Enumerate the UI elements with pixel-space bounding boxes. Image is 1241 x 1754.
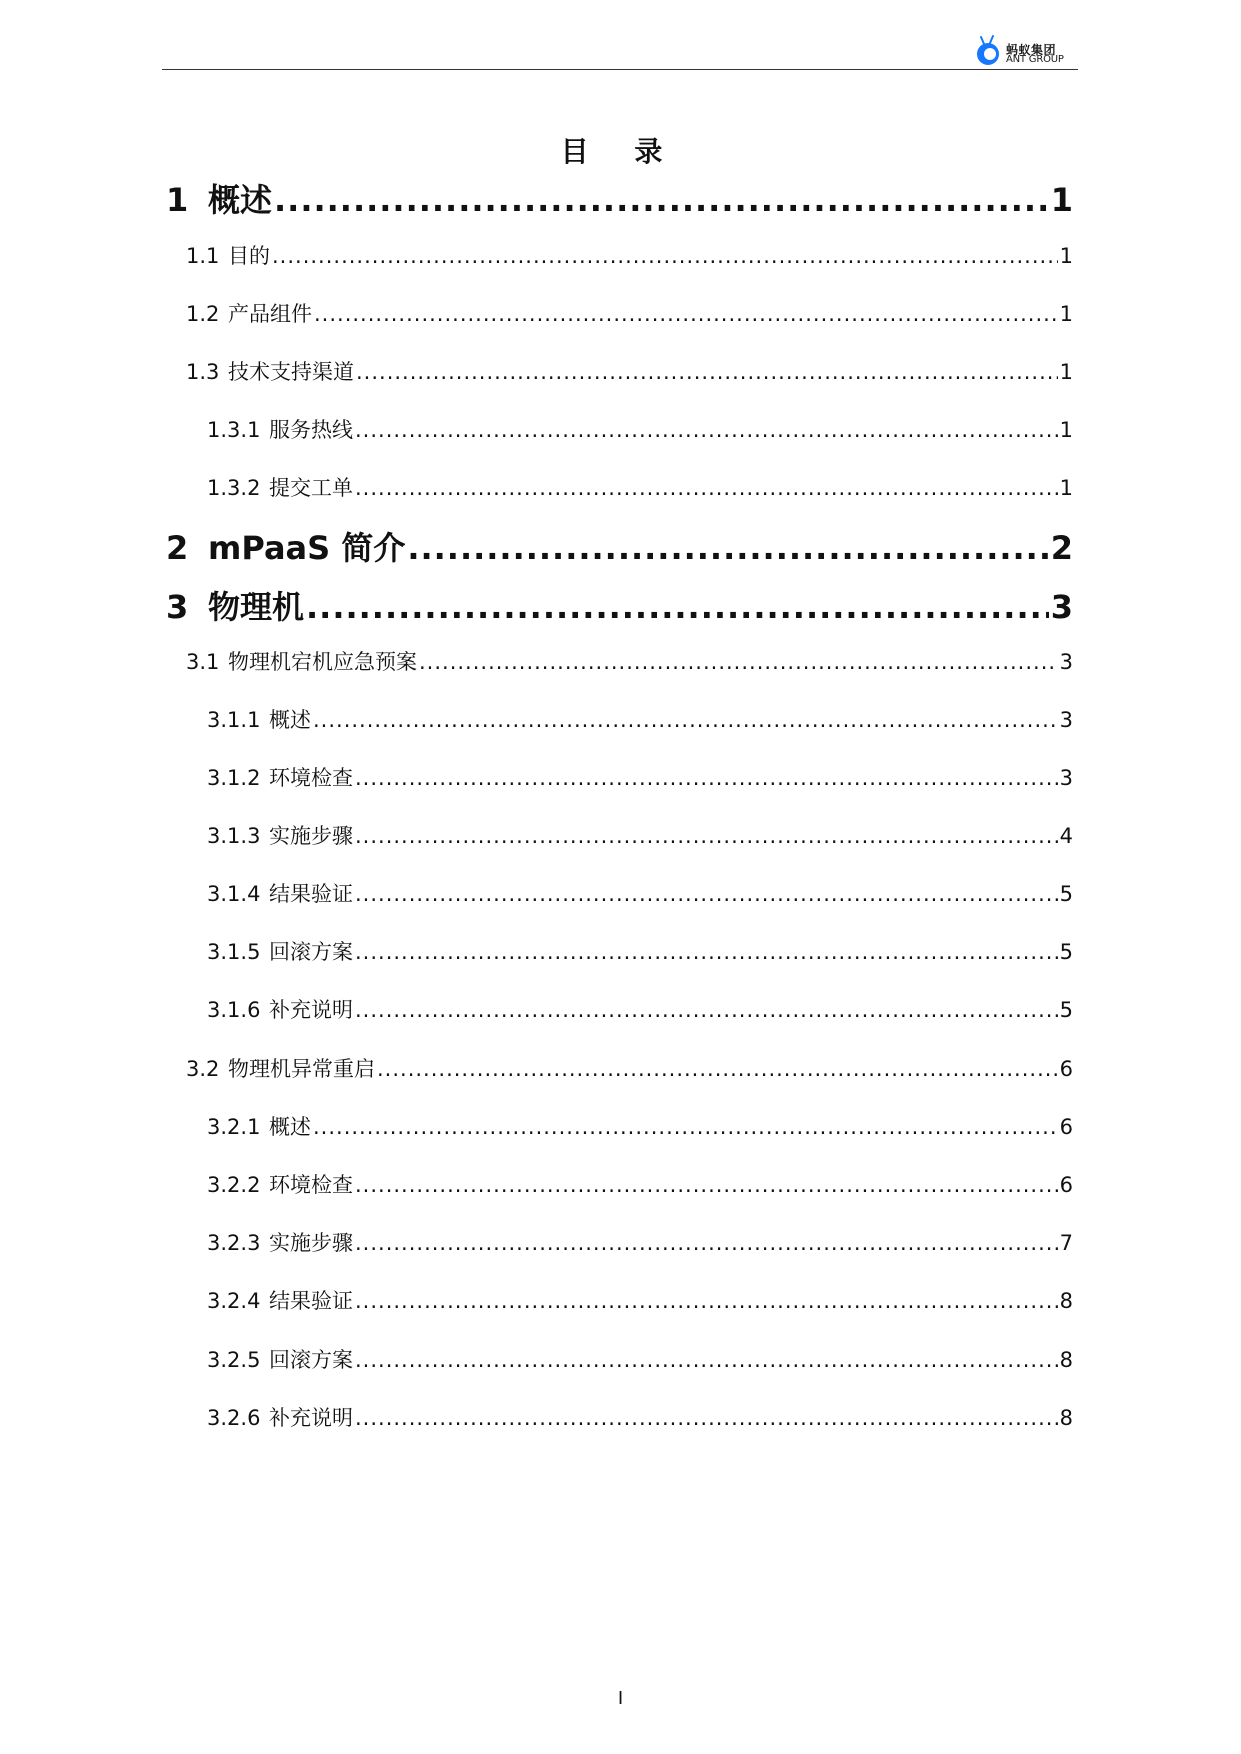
toc-entry-number: 2 xyxy=(166,529,189,567)
toc-entry[interactable] xyxy=(207,1402,1073,1432)
toc-entry-label: 目的 xyxy=(228,244,270,268)
toc-entry-number: 3.2.4 xyxy=(207,1289,261,1313)
toc-entry[interactable] xyxy=(186,240,1073,270)
toc-entry-label: 环境检查 xyxy=(269,766,353,790)
toc-entry-label: 概述 xyxy=(269,708,311,732)
toc-entry-page: 1 xyxy=(1059,360,1073,384)
toc-entry-number: 3.2 xyxy=(186,1057,220,1081)
toc-entry-number: 3 xyxy=(166,588,189,626)
toc-entry-number: 3.1.3 xyxy=(207,824,261,848)
toc-entry[interactable] xyxy=(166,582,1073,628)
toc-entry-page: 5 xyxy=(1059,998,1073,1022)
toc-leader-dots xyxy=(355,1173,1058,1197)
toc-entry-number: 1.3.1 xyxy=(207,418,261,442)
toc-entry-number: 1.3 xyxy=(186,360,220,384)
toc-entry-label: 回滚方案 xyxy=(269,1348,353,1372)
toc-entry-label: 技术支持渠道 xyxy=(228,360,354,384)
toc-entry-page: 1 xyxy=(1050,181,1073,219)
toc-entry-page: 6 xyxy=(1059,1173,1073,1197)
toc-entry-page: 3 xyxy=(1059,650,1073,674)
toc-entry[interactable] xyxy=(207,762,1073,792)
toc-entry[interactable] xyxy=(207,1285,1073,1315)
toc-entry-number: 1 xyxy=(166,181,189,219)
toc-leader-dots xyxy=(355,1406,1058,1430)
toc-entry-page: 5 xyxy=(1059,940,1073,964)
logo-text-en: ANT GROUP xyxy=(1006,54,1064,65)
toc-entry[interactable] xyxy=(207,414,1073,444)
toc-entry-label: 结果验证 xyxy=(269,882,353,906)
toc-leader-dots xyxy=(355,824,1058,848)
toc-leader-dots xyxy=(313,708,1058,732)
toc-entry-page: 1 xyxy=(1059,476,1073,500)
toc-entry[interactable] xyxy=(186,646,1073,676)
toc-entry-number: 3.1 xyxy=(186,650,220,674)
toc-entry-label: 实施步骤 xyxy=(269,1231,353,1255)
toc-entry-label: 结果验证 xyxy=(269,1289,353,1313)
toc-entry-label: 环境检查 xyxy=(269,1173,353,1197)
toc-entry-number: 1.3.2 xyxy=(207,476,261,500)
toc-leader-dots xyxy=(314,302,1058,326)
toc-entry[interactable] xyxy=(207,820,1073,850)
toc-entry-number: 1.1 xyxy=(186,244,220,268)
toc-entry-number: 3.2.3 xyxy=(207,1231,261,1255)
toc-entry[interactable] xyxy=(186,356,1073,386)
toc-entry-number: 1.2 xyxy=(186,302,220,326)
header-rule xyxy=(162,69,1078,70)
toc-leader-dots xyxy=(355,882,1058,906)
toc-entry-label: 补充说明 xyxy=(269,998,353,1022)
toc-entry-page: 8 xyxy=(1059,1406,1073,1430)
toc-entry-page: 3 xyxy=(1059,766,1073,790)
toc-leader-dots xyxy=(355,998,1058,1022)
toc-entry-label: 概述 xyxy=(269,1115,311,1139)
toc-entry-page: 1 xyxy=(1059,418,1073,442)
toc-entry-page: 1 xyxy=(1059,302,1073,326)
toc-entry-label: 回滚方案 xyxy=(269,940,353,964)
toc-entry-page: 6 xyxy=(1059,1057,1073,1081)
ant-group-logo xyxy=(975,35,1085,67)
ant-logo-icon xyxy=(975,35,1001,67)
toc-entry-number: 3.2.5 xyxy=(207,1348,261,1372)
toc-entry-number: 3.1.6 xyxy=(207,998,261,1022)
toc-leader-dots xyxy=(419,650,1058,674)
toc-entry-number: 3.1.4 xyxy=(207,882,261,906)
toc-entry-page: 3 xyxy=(1050,588,1073,626)
toc-entry[interactable] xyxy=(207,1169,1073,1199)
toc-leader-dots xyxy=(306,588,1049,626)
toc-entry[interactable] xyxy=(207,704,1073,734)
toc-entry-page: 7 xyxy=(1059,1231,1073,1255)
toc-leader-dots xyxy=(355,940,1058,964)
toc-entry[interactable] xyxy=(166,523,1073,569)
toc-leader-dots xyxy=(355,476,1058,500)
toc-entry-page: 8 xyxy=(1059,1348,1073,1372)
toc-leader-dots xyxy=(355,1348,1058,1372)
toc-entry-page: 6 xyxy=(1059,1115,1073,1139)
toc-entry[interactable] xyxy=(207,1344,1073,1374)
toc-entry-page: 8 xyxy=(1059,1289,1073,1313)
toc-leader-dots xyxy=(356,360,1058,384)
toc-entry-page: 3 xyxy=(1059,708,1073,732)
toc-entry-number: 3.2.1 xyxy=(207,1115,261,1139)
toc-entry[interactable] xyxy=(207,472,1073,502)
toc-entry-label: 概述 xyxy=(208,181,273,219)
toc-entry-page: 2 xyxy=(1050,529,1073,567)
toc-leader-dots xyxy=(274,181,1049,219)
toc-entry-label: 补充说明 xyxy=(269,1406,353,1430)
toc-entry[interactable] xyxy=(207,1111,1073,1141)
toc-entry[interactable] xyxy=(207,994,1073,1024)
toc-entry-label: mPaaS 简介 xyxy=(208,529,406,567)
toc-entry-label: 物理机宕机应急预案 xyxy=(228,650,417,674)
toc-leader-dots xyxy=(377,1057,1058,1081)
toc-entry-label: 实施步骤 xyxy=(269,824,353,848)
toc-entry-label: 物理机 xyxy=(208,588,305,626)
toc-entry-number: 3.1.2 xyxy=(207,766,261,790)
toc-entry-label: 服务热线 xyxy=(269,418,353,442)
toc-entry-page: 5 xyxy=(1059,882,1073,906)
toc-entry[interactable] xyxy=(207,1227,1073,1257)
toc-entry[interactable] xyxy=(207,878,1073,908)
toc-entry-number: 3.1.1 xyxy=(207,708,261,732)
toc-entry-page: 4 xyxy=(1059,824,1073,848)
toc-entry-number: 3.2.2 xyxy=(207,1173,261,1197)
toc-leader-dots xyxy=(407,529,1048,567)
toc-entry-page: 1 xyxy=(1059,244,1073,268)
toc-leader-dots xyxy=(272,244,1058,268)
toc-leader-dots xyxy=(355,1231,1058,1255)
toc-entry[interactable] xyxy=(166,175,1073,221)
toc-entry-label: 物理机异常重启 xyxy=(228,1057,375,1081)
toc-entry[interactable] xyxy=(186,298,1073,328)
toc-entry[interactable] xyxy=(207,936,1073,966)
toc-entry-label: 提交工单 xyxy=(269,476,353,500)
toc-leader-dots xyxy=(355,766,1058,790)
toc-leader-dots xyxy=(355,418,1058,442)
toc-title: 目 录 xyxy=(560,135,681,168)
toc-entry[interactable] xyxy=(186,1053,1073,1083)
toc-entry-label: 产品组件 xyxy=(228,302,312,326)
toc-leader-dots xyxy=(313,1115,1058,1139)
footer-page-number: I xyxy=(617,1688,624,1709)
logo-text-cn: 蚂蚁集团 xyxy=(1006,43,1057,57)
toc-entry-number: 3.2.6 xyxy=(207,1406,261,1430)
toc-leader-dots xyxy=(355,1289,1058,1313)
toc-entry-number: 3.1.5 xyxy=(207,940,261,964)
